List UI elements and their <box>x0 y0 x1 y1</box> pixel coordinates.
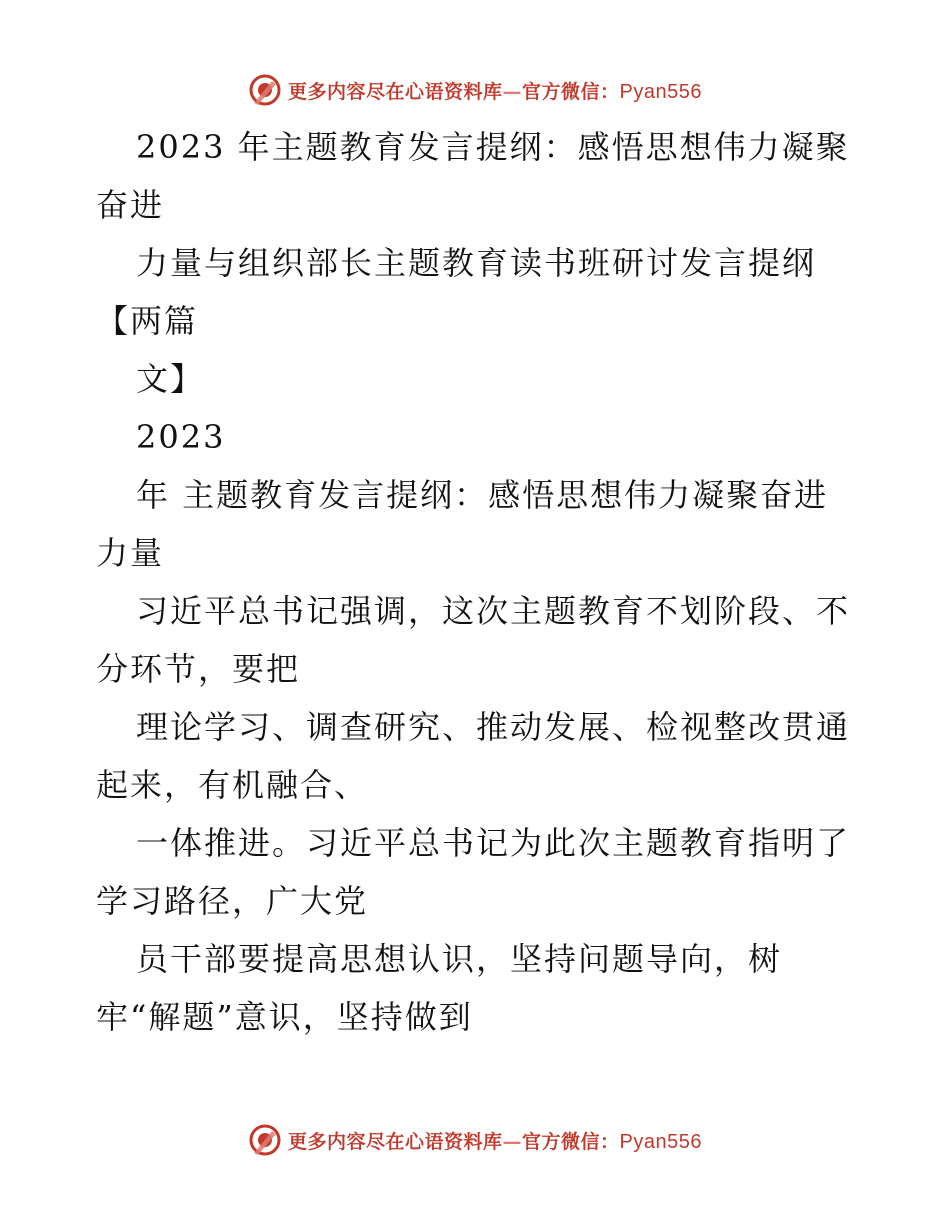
banner-brand: 更多内容尽在心语资料库 <box>288 80 503 103</box>
text-line: 2023 <box>136 418 226 456</box>
banner-dash: — <box>502 80 523 103</box>
banner-wechat-id: Pyan556 <box>619 80 702 103</box>
banner-text <box>288 77 702 104</box>
banner-text <box>288 1127 702 1154</box>
text-line: 奋进 <box>96 186 165 224</box>
pen-logo-icon <box>248 73 282 107</box>
banner-contact-label: 官方微信： <box>522 80 620 103</box>
text-line: 起来，有机融合、 <box>96 766 369 804</box>
text-line: 2023 年主题教育发言提纲：感悟思想伟力凝聚 <box>136 128 850 166</box>
text-line: 牢“解题”意识，坚持做到 <box>96 998 473 1036</box>
text-line: 力量 <box>96 534 165 572</box>
text-line: 一体推进。习近平总书记为此次主题教育指明了 <box>136 824 851 862</box>
text-line: 【两篇 <box>96 302 199 340</box>
banner-wechat-id: Pyan556 <box>619 1130 702 1153</box>
text-line: 习近平总书记强调，这次主题教育不划阶段、不 <box>136 592 851 630</box>
document-body <box>96 118 856 1046</box>
pen-logo-icon <box>248 1123 282 1157</box>
text-line: 力量与组织部长主题教育读书班研讨发言提纲 <box>136 244 817 282</box>
text-line: 分环节，要把 <box>96 650 301 688</box>
text-line: 文】 <box>136 360 205 398</box>
banner-dash: — <box>502 1130 523 1153</box>
footer-banner <box>0 1120 950 1160</box>
text-line: 理论学习、调查研究、推动发展、检视整改贯通 <box>136 708 851 746</box>
banner-brand: 更多内容尽在心语资料库 <box>288 1130 503 1153</box>
text-line: 年 主题教育发言提纲：感悟思想伟力凝聚奋进 <box>136 476 829 514</box>
text-line: 员干部要提高思想认识，坚持问题导向，树 <box>136 940 783 978</box>
header-banner <box>0 70 950 110</box>
banner-contact-label: 官方微信： <box>522 1130 620 1153</box>
text-line: 学习路径，广大党 <box>96 882 369 920</box>
